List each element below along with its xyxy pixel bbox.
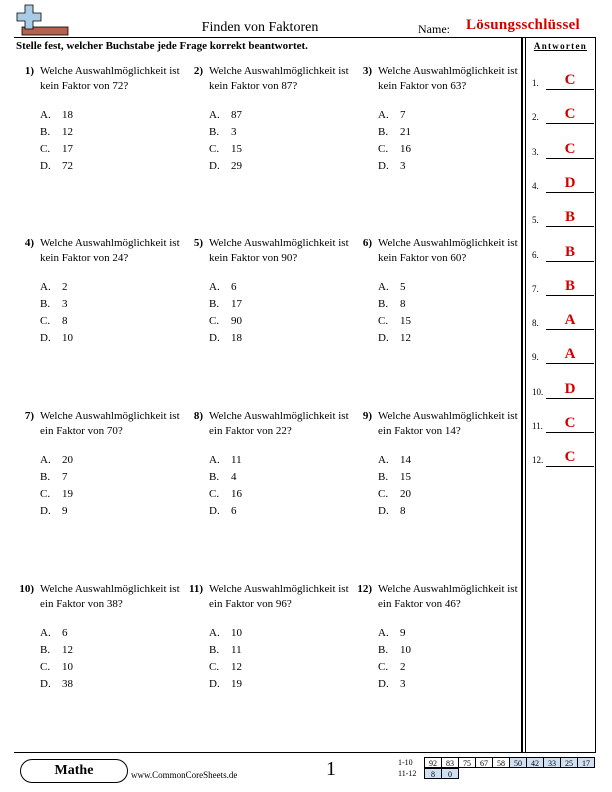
question-number: 3) (362, 65, 372, 77)
answer-value: C (564, 140, 576, 157)
score-cell: 83 (441, 757, 459, 768)
answer-line (546, 226, 594, 227)
option-item (378, 313, 518, 330)
option-value: 6 (62, 627, 68, 639)
footer-divider (14, 752, 596, 753)
answer-column-right-border (595, 37, 596, 752)
option-value: 17 (62, 143, 73, 155)
option-letter: D. (378, 678, 389, 690)
option-value: 21 (400, 126, 411, 138)
option-item (209, 296, 349, 313)
answer-line (546, 295, 594, 296)
option-item (209, 659, 349, 676)
answer-row (532, 308, 594, 330)
answer-row (532, 445, 594, 467)
option-letter: A. (209, 281, 220, 293)
answer-column-divider-inner (525, 37, 526, 752)
option-value: 6 (231, 281, 237, 293)
option-item (209, 503, 349, 520)
answers-heading: Antworten (533, 41, 588, 51)
answer-value: C (564, 72, 576, 88)
option-value: 12 (400, 332, 411, 344)
option-letter: A. (209, 109, 220, 121)
option-letter: D. (40, 505, 51, 517)
option-letter: D. (378, 160, 389, 172)
answer-row (532, 240, 594, 262)
answer-line (546, 89, 594, 90)
option-list (378, 107, 518, 175)
option-value: 10 (231, 627, 242, 639)
option-value: 2 (62, 281, 68, 293)
option-item (40, 107, 180, 124)
question-text: Welche Auswahlmöglichkeit ist ein Faktor von 96? (209, 583, 349, 610)
option-list (209, 107, 349, 175)
option-value: 20 (400, 488, 411, 500)
option-list (209, 452, 349, 520)
option-value: 18 (231, 332, 242, 344)
option-letter: D. (209, 332, 220, 344)
option-item (378, 141, 518, 158)
option-item (40, 625, 180, 642)
option-value: 38 (62, 678, 73, 690)
option-item (40, 124, 180, 141)
name-label: Name: (418, 22, 450, 36)
option-letter: B. (378, 298, 389, 310)
option-item (378, 158, 518, 175)
option-item (378, 296, 518, 313)
answer-number: 6. (532, 249, 539, 260)
option-list (378, 452, 518, 520)
option-item (378, 625, 518, 642)
option-value: 3 (400, 678, 406, 690)
option-item (378, 452, 518, 469)
option-letter: A. (378, 454, 389, 466)
option-item (378, 642, 518, 659)
option-value: 12 (62, 126, 73, 138)
option-item (209, 452, 349, 469)
option-letter: A. (378, 109, 389, 121)
option-value: 19 (62, 488, 73, 500)
option-value: 3 (400, 160, 406, 172)
option-item (40, 279, 180, 296)
option-value: 8 (400, 298, 406, 310)
answer-number: 12. (532, 455, 544, 466)
option-item (40, 503, 180, 520)
option-letter: A. (378, 627, 389, 639)
option-value: 7 (400, 109, 406, 121)
answer-column-divider (521, 37, 523, 752)
answer-number: 4. (532, 180, 539, 191)
page-number: 1 (326, 758, 336, 780)
score-row-label: 1-10 (398, 758, 413, 767)
question-text: Welche Auswahlmöglichkeit ist ein Faktor von 70? (40, 410, 180, 437)
option-letter: A. (40, 454, 51, 466)
answer-line (546, 261, 594, 262)
option-item (209, 107, 349, 124)
option-list (40, 107, 180, 175)
option-item (378, 503, 518, 520)
score-row-label: 11-12 (398, 769, 417, 778)
option-item (209, 279, 349, 296)
option-value: 12 (231, 661, 242, 673)
option-letter: C. (378, 661, 389, 673)
option-letter: A. (40, 109, 51, 121)
option-value: 3 (62, 298, 68, 310)
score-cell: 0 (441, 768, 459, 779)
score-cell: 25 (560, 757, 578, 768)
answer-line (546, 466, 594, 467)
option-value: 9 (400, 627, 406, 639)
answer-line (546, 123, 594, 124)
option-letter: A. (40, 627, 51, 639)
option-letter: B. (209, 644, 220, 656)
brand-badge: Mathe (20, 759, 128, 783)
option-list (209, 279, 349, 347)
answer-number: 5. (532, 215, 539, 226)
option-value: 10 (62, 661, 73, 673)
question-number: 4) (24, 237, 34, 249)
option-value: 11 (231, 644, 242, 656)
option-value: 14 (400, 454, 411, 466)
option-item (209, 313, 349, 330)
option-list (40, 452, 180, 520)
option-letter: D. (40, 160, 51, 172)
answer-row (532, 377, 594, 399)
score-cell: 92 (424, 757, 442, 768)
question-number: 12) (357, 583, 372, 595)
option-letter: D. (209, 160, 220, 172)
answer-key-label: Lösungsschlüssel (466, 17, 581, 33)
option-item (40, 313, 180, 330)
answer-line (546, 398, 594, 399)
question-text: Welche Auswahlmöglichkeit ist kein Faktor von 72? (40, 65, 180, 92)
question-number: 6) (362, 237, 372, 249)
answer-value: B (564, 277, 575, 294)
question-number: 7) (24, 410, 34, 422)
option-value: 15 (400, 315, 411, 327)
option-letter: C. (40, 661, 51, 673)
option-value: 9 (62, 505, 68, 517)
option-letter: C. (209, 661, 220, 673)
option-item (378, 469, 518, 486)
option-value: 6 (231, 505, 237, 517)
answer-row (532, 137, 594, 159)
option-item (378, 486, 518, 503)
option-list (209, 625, 349, 693)
option-item (40, 486, 180, 503)
answer-line (546, 329, 594, 330)
option-value: 4 (231, 471, 237, 483)
option-item (40, 296, 180, 313)
option-value: 29 (231, 160, 242, 172)
option-letter: B. (40, 471, 51, 483)
answer-value: C (564, 415, 576, 431)
option-item (378, 124, 518, 141)
option-value: 90 (231, 315, 242, 327)
option-item (209, 330, 349, 347)
option-letter: B. (40, 298, 51, 310)
answer-row (532, 411, 594, 433)
option-value: 17 (231, 298, 242, 310)
question-text: Welche Auswahlmöglichkeit ist kein Faktor von 87? (209, 65, 349, 92)
option-item (378, 676, 518, 693)
option-letter: B. (209, 126, 220, 138)
option-letter: B. (40, 644, 51, 656)
score-cell: 50 (509, 757, 527, 768)
option-item (209, 486, 349, 503)
option-letter: D. (209, 678, 220, 690)
question-number: 1) (24, 65, 34, 77)
option-letter: D. (209, 505, 220, 517)
option-letter: C. (378, 315, 389, 327)
option-value: 11 (231, 454, 242, 466)
score-cell: 42 (526, 757, 544, 768)
option-value: 20 (62, 454, 73, 466)
question-text: Welche Auswahlmöglichkeit ist kein Faktor von 60? (378, 237, 518, 264)
answer-row (532, 342, 594, 364)
option-item (40, 676, 180, 693)
option-list (40, 625, 180, 693)
option-letter: C. (40, 143, 51, 155)
answer-value: B (564, 243, 575, 260)
answer-value: D (564, 380, 576, 397)
answer-row (532, 205, 594, 227)
option-item (40, 659, 180, 676)
option-item (40, 158, 180, 175)
answer-number: 2. (532, 112, 539, 123)
option-item (209, 158, 349, 175)
option-letter: C. (40, 488, 51, 500)
answer-number: 1. (532, 78, 539, 88)
option-letter: C. (40, 315, 51, 327)
question-text: Welche Auswahlmöglichkeit ist ein Faktor von 14? (378, 410, 518, 437)
question-text: Welche Auswahlmöglichkeit ist kein Faktor von 63? (378, 65, 518, 92)
page-title: Finden von Faktoren (201, 20, 319, 35)
option-value: 5 (400, 281, 406, 293)
answer-row (532, 102, 594, 124)
answer-value: A (564, 346, 576, 363)
option-item (209, 625, 349, 642)
question-number: 11) (188, 583, 203, 595)
option-letter: B. (209, 298, 220, 310)
option-item (209, 642, 349, 659)
option-letter: A. (209, 454, 220, 466)
question-number: 8) (193, 410, 203, 422)
question-number: 10) (19, 583, 34, 595)
option-value: 12 (62, 644, 73, 656)
answer-row (532, 68, 594, 90)
answer-value: B (564, 209, 575, 226)
option-item (209, 124, 349, 141)
option-list (378, 279, 518, 347)
site-url: www.CommonCoreSheets.de (131, 770, 238, 780)
answer-line (546, 158, 594, 159)
option-item (40, 141, 180, 158)
score-cell: 17 (577, 757, 595, 768)
option-item (40, 330, 180, 347)
option-value: 3 (231, 126, 237, 138)
answer-value: A (564, 312, 576, 329)
question-text: Welche Auswahlmöglichkeit ist ein Faktor von 22? (209, 410, 349, 437)
option-item (378, 107, 518, 124)
option-letter: B. (378, 126, 389, 138)
option-item (40, 469, 180, 486)
question-text: Welche Auswahlmöglichkeit ist kein Faktor von 24? (40, 237, 180, 264)
option-value: 10 (400, 644, 411, 656)
instructions: Stelle fest, welcher Buchstabe jede Frage korrekt beantwortet. (16, 40, 308, 52)
option-item (40, 452, 180, 469)
score-cell: 33 (543, 757, 561, 768)
option-value: 7 (62, 471, 68, 483)
option-letter: D. (40, 678, 51, 690)
option-letter: B. (40, 126, 51, 138)
option-item (378, 330, 518, 347)
answer-line (546, 192, 594, 193)
option-value: 16 (231, 488, 242, 500)
option-item (378, 279, 518, 296)
option-value: 15 (400, 471, 411, 483)
option-item (209, 469, 349, 486)
question-text: Welche Auswahlmöglichkeit ist kein Faktor von 90? (209, 237, 349, 264)
option-letter: D. (378, 332, 389, 344)
answer-line (546, 432, 594, 433)
question-number: 5) (193, 237, 203, 249)
question-text: Welche Auswahlmöglichkeit ist ein Faktor von 46? (378, 583, 518, 610)
option-value: 19 (231, 678, 242, 690)
option-letter: A. (40, 281, 51, 293)
question-text: Welche Auswahlmöglichkeit ist ein Faktor von 38? (40, 583, 180, 610)
option-letter: A. (209, 627, 220, 639)
option-item (209, 676, 349, 693)
answer-value: C (564, 106, 576, 123)
option-letter: C. (209, 488, 220, 500)
answer-number: 9. (532, 352, 539, 363)
answer-value: D (564, 174, 576, 191)
question-number: 9) (362, 410, 372, 422)
answer-number: 3. (532, 146, 539, 157)
option-list (40, 279, 180, 347)
option-value: 2 (400, 661, 406, 673)
option-item (209, 141, 349, 158)
option-letter: C. (378, 143, 389, 155)
option-letter: B. (378, 644, 389, 656)
answer-row (532, 171, 594, 193)
question-number: 2) (193, 65, 203, 77)
option-value: 18 (62, 109, 73, 121)
answer-number: 10. (532, 386, 544, 397)
answer-line (546, 363, 594, 364)
option-letter: D. (40, 332, 51, 344)
option-value: 16 (400, 143, 411, 155)
option-letter: C. (209, 315, 220, 327)
option-letter: B. (378, 471, 389, 483)
option-value: 15 (231, 143, 242, 155)
answer-value: C (564, 449, 576, 466)
score-cell: 67 (475, 757, 493, 768)
option-letter: D. (378, 505, 389, 517)
option-letter: A. (378, 281, 389, 293)
answer-number: 7. (532, 283, 539, 294)
option-list (378, 625, 518, 693)
answer-row (532, 274, 594, 296)
option-letter: C. (209, 143, 220, 155)
option-value: 10 (62, 332, 73, 344)
score-cell: 8 (424, 768, 442, 779)
answer-number: 11. (532, 421, 543, 431)
answer-number: 8. (532, 318, 539, 329)
score-cell: 58 (492, 757, 510, 768)
option-item (378, 659, 518, 676)
option-value: 87 (231, 109, 242, 121)
option-letter: C. (378, 488, 389, 500)
option-letter: B. (209, 471, 220, 483)
header-divider (14, 37, 596, 38)
option-value: 8 (62, 315, 68, 327)
option-value: 8 (400, 505, 406, 517)
score-cell: 75 (458, 757, 476, 768)
option-item (40, 642, 180, 659)
option-value: 72 (62, 160, 73, 172)
